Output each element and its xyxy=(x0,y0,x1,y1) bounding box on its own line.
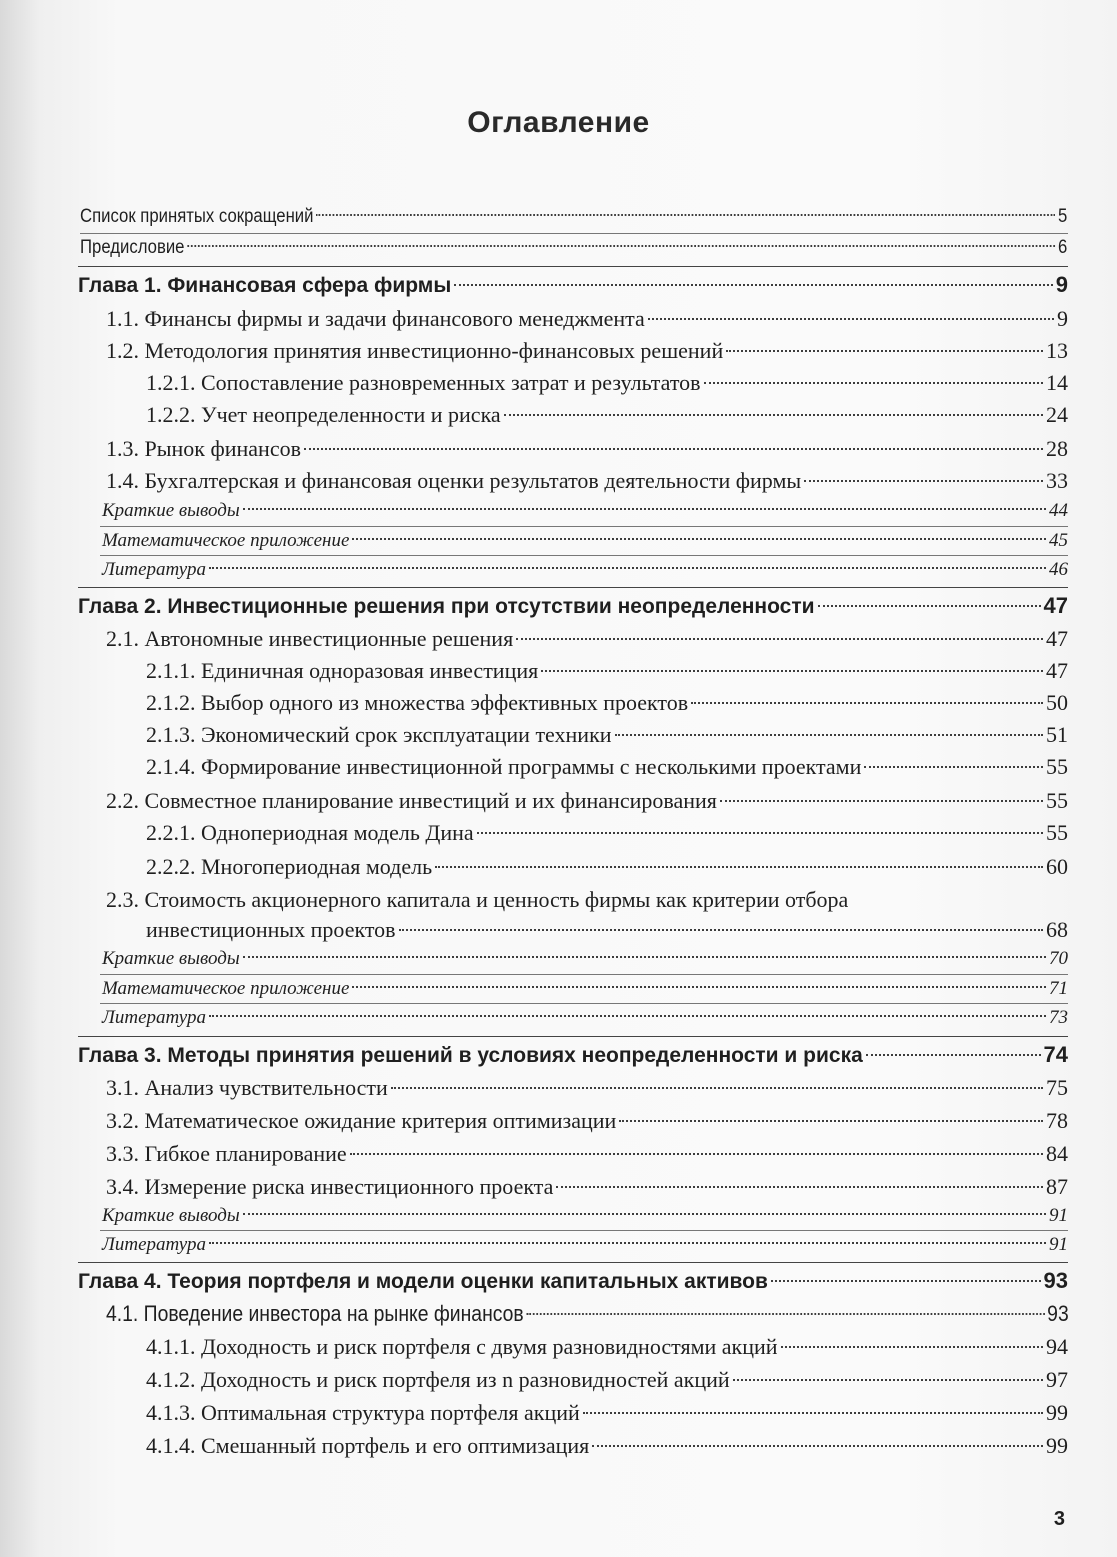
dot-leader xyxy=(818,605,1041,607)
toc-page-number: 47 xyxy=(1046,658,1068,683)
toc-entry-title: 4.1.4. Смешанный портфель и его оптимизация xyxy=(146,1433,590,1458)
dot-leader xyxy=(619,1120,1043,1122)
toc-page-number: 46 xyxy=(1049,559,1068,580)
toc-entry-title: 2.1.3. Экономический срок эксплуатации техники xyxy=(146,722,612,747)
dot-leader xyxy=(583,1412,1043,1414)
dot-leader xyxy=(187,245,1055,247)
toc-entry[interactable] xyxy=(146,1365,1068,1395)
toc-page-number: 51 xyxy=(1046,722,1068,747)
toc-chapter-4[interactable] xyxy=(78,1266,1068,1296)
toc-entry-title: 2.2.1. Однопериодная модель Дина xyxy=(146,820,474,845)
toc-entry-title: 2.3. Стоимость акционерного капитала и ценность фирмы как критерии отбора xyxy=(106,887,849,912)
dot-leader xyxy=(704,382,1043,384)
dot-leader xyxy=(864,766,1043,768)
dot-leader xyxy=(541,670,1043,672)
toc-entry-summary[interactable] xyxy=(102,1201,1068,1231)
toc-entry-title: 3.3. Гибкое планирование xyxy=(106,1141,347,1166)
toc-entry-title: Глава 2. Инвестиционные решения при отсутствии неопределенности xyxy=(78,595,815,618)
toc-entry-title: 2.1. Автономные инвестиционные решения xyxy=(106,626,514,651)
dot-leader xyxy=(350,1153,1043,1155)
toc-page-number: 78 xyxy=(1046,1108,1068,1133)
dot-leader xyxy=(516,638,1043,640)
toc-entry[interactable] xyxy=(146,915,1068,945)
toc-entry-title: Литература xyxy=(102,559,206,580)
dot-leader xyxy=(771,1280,1041,1282)
dot-leader xyxy=(209,567,1046,569)
divider xyxy=(78,1036,1068,1037)
toc-entry-title: 4.1.3. Оптимальная структура портфеля акций xyxy=(146,1400,580,1425)
toc-chapter-2[interactable] xyxy=(78,591,1068,621)
toc-entry[interactable] xyxy=(106,1172,1068,1202)
toc-page-number: 68 xyxy=(1046,917,1068,942)
toc-entry-title: 1.3. Рынок финансов xyxy=(106,436,301,461)
divider xyxy=(78,266,1068,267)
dot-leader xyxy=(726,350,1043,352)
dot-leader xyxy=(435,866,1043,868)
toc-chapter-1[interactable] xyxy=(78,270,1068,300)
toc-entry-title: Предисловие xyxy=(80,237,185,258)
toc-entry-title: Математическое приложение xyxy=(102,978,350,999)
toc-entry[interactable] xyxy=(106,1139,1068,1169)
toc-entry-title: Краткие выводы xyxy=(102,948,240,969)
toc-entry[interactable] xyxy=(106,1299,1069,1329)
dot-leader xyxy=(504,414,1043,416)
toc-page-number: 44 xyxy=(1049,500,1068,521)
toc-page-number: 9 xyxy=(1055,272,1068,297)
toc-entry-title: Краткие выводы xyxy=(102,1205,240,1226)
toc-chapter-3[interactable] xyxy=(78,1040,1068,1070)
toc-entry-preface[interactable] xyxy=(80,233,1067,263)
toc-page-number: 47 xyxy=(1046,626,1068,651)
toc-page-number: 6 xyxy=(1058,237,1068,258)
toc-entry[interactable] xyxy=(106,466,1068,496)
dot-leader xyxy=(352,538,1046,540)
dot-leader xyxy=(781,1346,1043,1348)
toc-entry[interactable] xyxy=(106,304,1068,334)
toc-page-number: 84 xyxy=(1046,1141,1068,1166)
divider xyxy=(78,587,1068,588)
toc-entry-title: 1.4. Бухгалтерская и финансовая оценки результатов деятельности фирмы xyxy=(106,468,802,493)
dot-leader xyxy=(720,800,1043,802)
toc-entry-summary[interactable] xyxy=(102,944,1068,974)
toc-page-number: 87 xyxy=(1046,1174,1068,1199)
toc-entry[interactable] xyxy=(146,656,1068,686)
toc-entry-title: 1.2.1. Сопоставление разновременных затрат и результатов xyxy=(146,370,701,395)
toc-page-number: 13 xyxy=(1046,338,1068,363)
toc-page-number: 60 xyxy=(1046,854,1068,879)
toc-entry-title: Краткие выводы xyxy=(102,500,240,521)
toc-entry-title: Список принятых сокращений xyxy=(80,206,314,227)
dot-leader xyxy=(556,1186,1043,1188)
dot-leader xyxy=(592,1445,1043,1447)
dot-leader xyxy=(304,448,1043,450)
toc-entry[interactable] xyxy=(146,852,1068,882)
toc-entry[interactable] xyxy=(106,434,1068,464)
dot-leader xyxy=(243,508,1046,510)
page-number: 3 xyxy=(1053,1508,1065,1530)
toc-entry-literature[interactable] xyxy=(102,1003,1068,1033)
toc-page-number: 28 xyxy=(1046,436,1068,461)
dot-leader xyxy=(615,734,1043,736)
toc-entry[interactable] xyxy=(146,1431,1068,1461)
toc-entry[interactable] xyxy=(106,786,1068,816)
toc-page-number: 97 xyxy=(1046,1367,1068,1392)
toc-entry[interactable] xyxy=(146,368,1068,398)
dot-leader xyxy=(243,956,1046,958)
toc-entry-title: 2.1.2. Выбор одного из множества эффективных проектов xyxy=(146,690,689,715)
toc-entry[interactable] xyxy=(106,336,1068,366)
toc-page-number: 71 xyxy=(1049,978,1068,999)
toc-entry-title: 1.1. Финансы фирмы и задачи финансового менеджмента xyxy=(106,306,645,331)
toc-entry-abbreviations[interactable] xyxy=(80,202,1067,232)
toc-entry-literature[interactable] xyxy=(102,555,1068,585)
dot-leader xyxy=(526,1313,1044,1315)
toc-entry[interactable] xyxy=(106,624,1068,654)
toc-page-number: 91 xyxy=(1049,1234,1068,1255)
toc-entry-title: 4.1.1. Доходность и риск портфеля с двумя разновидностями акций xyxy=(146,1334,778,1359)
toc-entry[interactable] xyxy=(146,720,1068,750)
toc-page-number: 55 xyxy=(1046,820,1068,845)
toc-entry-title: 3.2. Математическое ожидание критерия оптимизации xyxy=(106,1108,617,1133)
dot-leader xyxy=(243,1213,1046,1215)
toc-page-number: 55 xyxy=(1046,788,1068,813)
toc-page-number: 93 xyxy=(1043,1268,1068,1293)
toc-entry[interactable] xyxy=(146,752,1068,782)
dot-leader xyxy=(691,702,1043,704)
toc-entry-title: 2.2.2. Многопериодная модель xyxy=(146,854,433,879)
toc-page-number: 99 xyxy=(1046,1400,1068,1425)
toc-entry-title: 4.1. Поведение инвестора на рынке финансов xyxy=(106,1301,524,1326)
dot-leader xyxy=(454,284,1052,286)
toc-entry[interactable] xyxy=(146,1332,1068,1362)
toc-entry[interactable] xyxy=(146,1398,1068,1428)
toc-entry-title: 2.1.1. Единичная одноразовая инвестиция xyxy=(146,658,539,683)
toc-page-number: 91 xyxy=(1049,1205,1068,1226)
toc-entry-title: 3.4. Измерение риска инвестиционного проекта xyxy=(106,1174,554,1199)
toc-entry-summary[interactable] xyxy=(102,496,1068,526)
divider xyxy=(78,1262,1068,1263)
toc-entry-title: 3.1. Анализ чувствительности xyxy=(106,1075,388,1100)
toc-page-number: 50 xyxy=(1046,690,1068,715)
toc-entry-title: Литература xyxy=(102,1007,206,1028)
toc-page-number: 75 xyxy=(1046,1075,1068,1100)
dot-leader xyxy=(648,318,1054,320)
toc-entry[interactable] xyxy=(106,1106,1068,1136)
toc-entry-title: Литература xyxy=(102,1234,206,1255)
toc-entry[interactable] xyxy=(146,400,1068,430)
toc-page-number: 73 xyxy=(1049,1007,1068,1028)
toc-page-number: 94 xyxy=(1046,1334,1068,1359)
toc-page-number: 55 xyxy=(1046,754,1068,779)
toc-entry-title: Математическое приложение xyxy=(102,530,350,551)
toc-page-number: 99 xyxy=(1046,1433,1068,1458)
dot-leader xyxy=(477,832,1043,834)
toc-entry-literature[interactable] xyxy=(102,1230,1068,1260)
dot-leader xyxy=(399,929,1043,931)
toc-entry-title: Глава 4. Теория портфеля и модели оценки капитальных активов xyxy=(78,1270,768,1293)
toc-page-number: 9 xyxy=(1057,306,1068,331)
toc-page-number: 14 xyxy=(1046,370,1068,395)
toc-entry-title: Глава 1. Финансовая сфера фирмы xyxy=(78,274,452,297)
toc-entry-appendix[interactable] xyxy=(102,526,1068,556)
dot-leader xyxy=(866,1054,1041,1056)
toc-entry[interactable] xyxy=(106,1073,1068,1103)
toc-entry-appendix[interactable] xyxy=(102,974,1068,1004)
toc-page-number: 5 xyxy=(1058,206,1068,227)
dot-leader xyxy=(733,1379,1043,1381)
dot-leader xyxy=(209,1015,1046,1017)
toc-entry[interactable] xyxy=(146,818,1068,848)
toc-page-number: 47 xyxy=(1043,593,1068,618)
toc-entry-title: 2.1.4. Формирование инвестиционной программы с несколькими проектами xyxy=(146,754,862,779)
toc-entry[interactable] xyxy=(146,688,1068,718)
toc-page-number: 93 xyxy=(1047,1301,1069,1326)
toc-page-number: 45 xyxy=(1049,530,1068,551)
toc-entry-title: 1.2.2. Учет неопределенности и риска xyxy=(146,402,501,427)
toc-page-number: 70 xyxy=(1049,948,1068,969)
dot-leader xyxy=(316,214,1055,216)
toc-page-number: 24 xyxy=(1046,402,1068,427)
dot-leader xyxy=(804,480,1043,482)
toc-entry-title: Глава 3. Методы принятия решений в условиях неопределенности и риска xyxy=(78,1044,863,1067)
toc-entry-title: 1.2. Методология принятия инвестиционно-финансовых решений xyxy=(106,338,724,363)
dot-leader xyxy=(209,1242,1046,1244)
dot-leader xyxy=(352,986,1046,988)
toc-page-number: 33 xyxy=(1046,468,1068,493)
page-title: Оглавление xyxy=(467,106,650,139)
toc-entry-title: инвестиционных проектов xyxy=(146,917,396,942)
toc-entry-title: 2.2. Совместное планирование инвестиций и их финансирования xyxy=(106,788,717,813)
dot-leader xyxy=(391,1087,1043,1089)
toc-page-number: 74 xyxy=(1043,1042,1068,1067)
toc-entry-title: 4.1.2. Доходность и риск портфеля из n разновидностей акций xyxy=(146,1367,730,1392)
